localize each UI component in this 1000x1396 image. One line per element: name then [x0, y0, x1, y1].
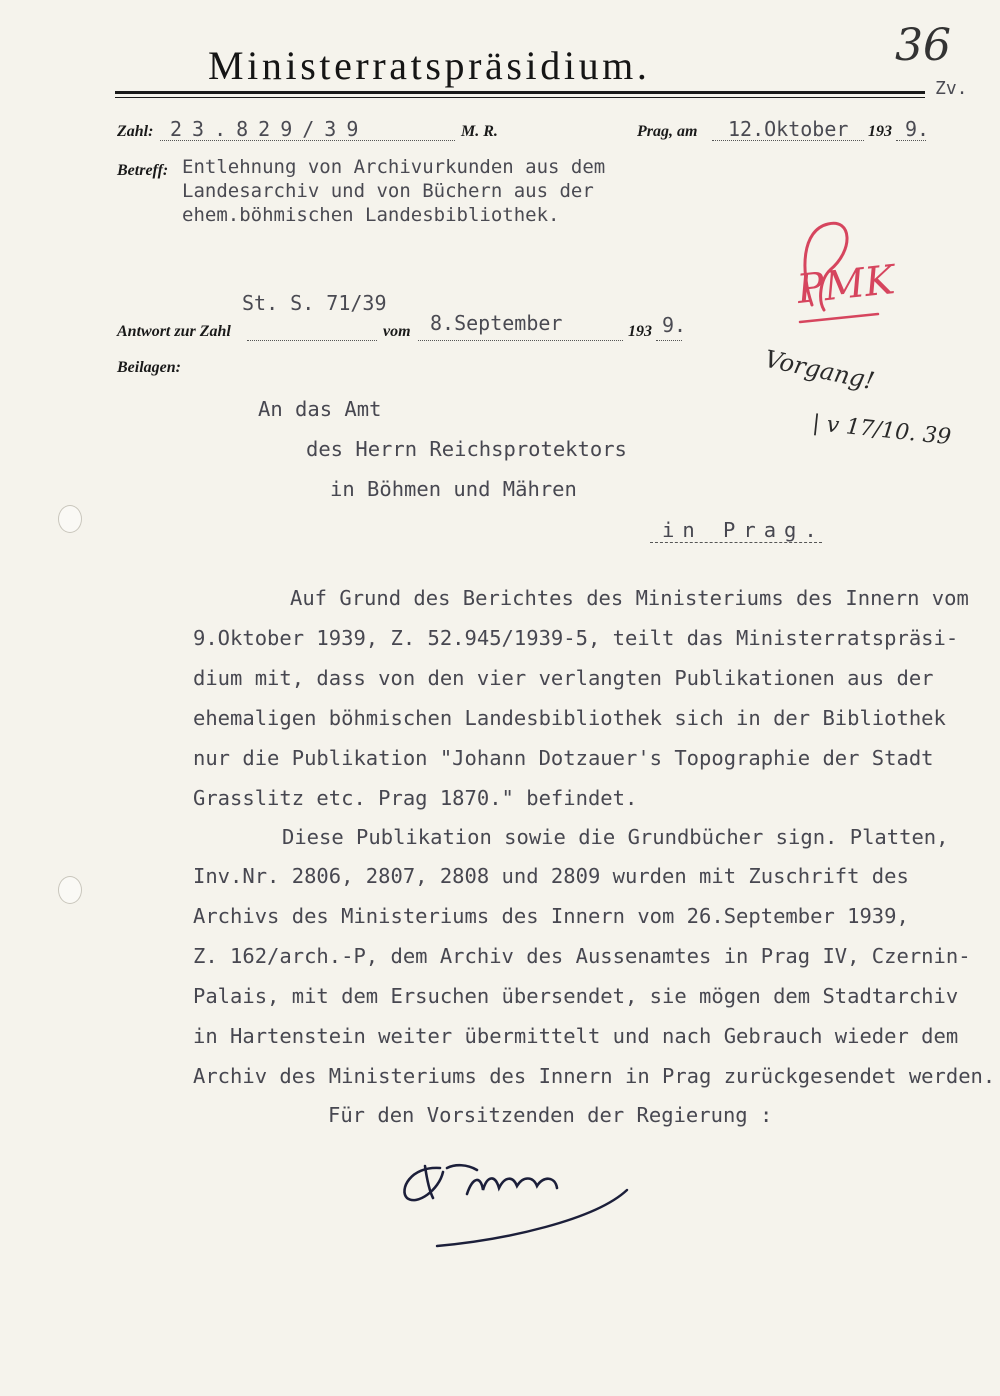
address-line-1: An das Amt — [258, 397, 382, 421]
letterhead-rule-thin — [115, 97, 925, 98]
antwort-vom-label: vom — [383, 323, 411, 340]
zahl-value: 23.829/39 — [170, 117, 369, 141]
betreff-line-1: Entlehnung von Archivurkunden aus dem — [182, 156, 606, 178]
betreff-line-2: Landesarchiv und von Büchern aus der — [182, 180, 594, 202]
body-line-7: Diese Publikation sowie die Grundbücher sign. Platten, — [282, 825, 949, 849]
address-city-underline — [650, 542, 822, 543]
betreff-label: Betreff: — [117, 162, 169, 179]
body-line-3: dium mit, dass von den vier verlangten Publikationen aus der — [193, 666, 934, 690]
body-line-2: 9.Oktober 1939, Z. 52.945/1939-5, teilt das Ministerratspräsi- — [193, 626, 959, 650]
body-line-10: Z. 162/arch.-P, dem Archiv des Aussenamtes in Prag IV, Czernin- — [193, 944, 971, 968]
punch-hole-top — [58, 505, 82, 533]
date-label: Prag, am — [637, 123, 698, 140]
punch-hole-bottom — [58, 876, 82, 904]
body-line-9: Archivs des Ministeriums des Innern vom 26.September 1939, — [193, 904, 909, 928]
address-line-3: in Böhmen und Mähren — [330, 477, 577, 501]
body-line-11: Palais, mit dem Ersuchen übersendet, sie mögen dem Stadtarchiv — [193, 984, 959, 1008]
zahl-mr: M. R. — [461, 123, 498, 140]
zv-label: Zv. — [935, 78, 968, 99]
letterhead-title: Ministerratspräsidium. — [208, 43, 651, 88]
handwritten-note-vorgang: Vorgang! — [762, 344, 877, 396]
date-year-prefix: 193 — [868, 123, 892, 140]
beilagen-label: Beilagen: — [117, 359, 181, 376]
reference-number: St. S. 71/39 — [242, 291, 387, 315]
red-initials-annotation: PMK — [794, 257, 897, 313]
handwritten-note-date: | v 17/10. 39 — [811, 410, 953, 451]
betreff-line-3: ehem.böhmischen Landesbibliothek. — [182, 204, 560, 226]
body-line-5: nur die Publikation "Johann Dotzauer's Topographie der Stadt — [193, 746, 934, 770]
antwort-year-prefix: 193 — [628, 323, 652, 340]
body-line-1: Auf Grund des Berichtes des Ministeriums des Innern vom — [290, 586, 969, 610]
signature — [395, 1150, 695, 1260]
antwort-date-dotted — [418, 340, 623, 341]
zahl-label: Zahl: — [117, 123, 154, 140]
letterhead-rule-thick — [115, 91, 925, 94]
date-value: 12.Oktober — [728, 117, 849, 141]
body-line-12: in Hartenstein weiter übermittelt und nach Gebrauch wieder dem — [193, 1024, 959, 1048]
antwort-year-dotted — [656, 340, 682, 341]
page-number: 36 — [895, 20, 951, 71]
closing-line: Für den Vorsitzenden der Regierung : — [328, 1103, 773, 1127]
body-line-6: Grasslitz etc. Prag 1870." befindet. — [193, 786, 638, 810]
address-city: in Prag. — [662, 518, 825, 542]
antwort-label: Antwort zur Zahl — [117, 323, 231, 340]
antwort-year-digit: 9. — [662, 313, 687, 337]
red-pencil-stroke — [790, 210, 880, 330]
address-line-2: des Herrn Reichsprotektors — [306, 437, 627, 461]
body-line-4: ehemaligen böhmischen Landesbibliothek sich in der Bibliothek — [193, 706, 946, 730]
antwort-date: 8.September — [430, 311, 563, 335]
body-line-13: Archiv des Ministeriums des Innern in Prag zurückgesendet werden. — [193, 1064, 996, 1088]
body-line-8: Inv.Nr. 2806, 2807, 2808 und 2809 wurden mit Zuschrift des — [193, 864, 909, 888]
antwort-dotted-line — [247, 340, 377, 341]
date-year-digit: 9. — [905, 117, 930, 141]
